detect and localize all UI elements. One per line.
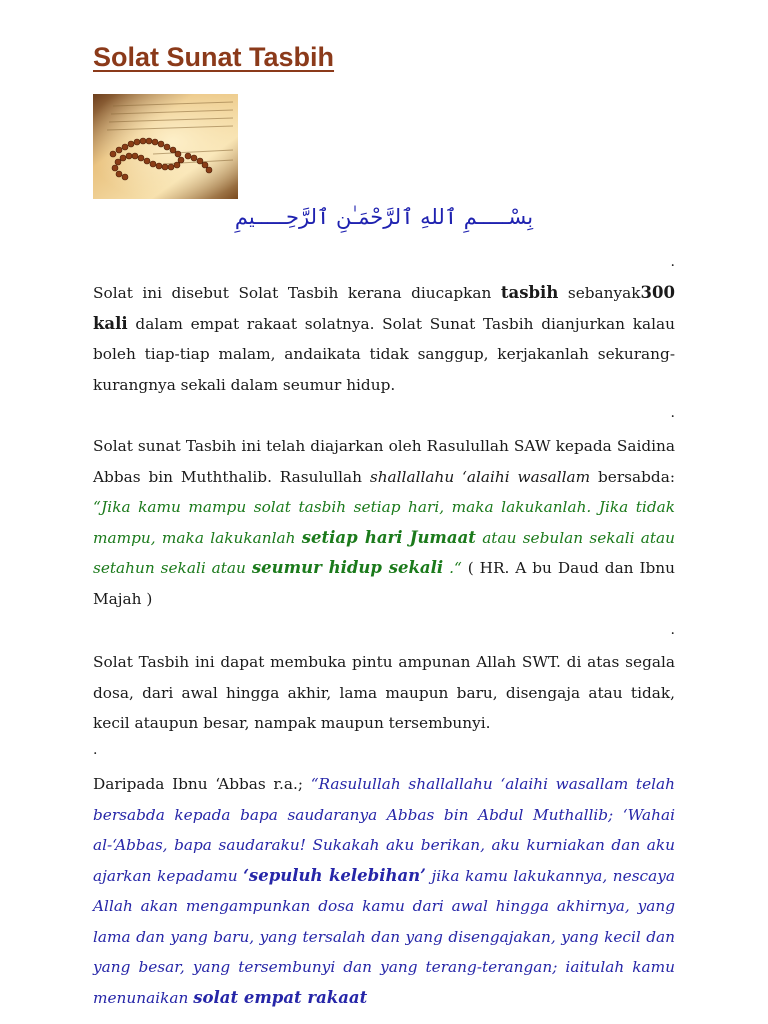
separator-dot: .	[670, 622, 675, 638]
paragraph-forgiveness: Solat Tasbih ini dapat membuka pintu ampunan Allah SWT. di atas segala dosa, dari awal hingga akhir, lama maupun baru, disengaja atau tidak, kecil ataupun besar, nampak maupun tersembunyi.	[93, 653, 675, 732]
paragraph-ibnu-abbas: Daripada Ibnu ‘Abbas r.a.; “Rasulullah shallallahu ‘alaihi wasallam telah bersabda kepada bapa saudaranya Abbas bin Abdul Muthallib; ‘Wahai al-‘Abbas, bapa saudaraku! Sukakah aku berikan, aku kurniakan dan aku ajarkan kepadamu ‘sepuluh kelebihan’ jika kamu lakukannya, nescaya Allah akan mengampunkan dosa kamu dari awal hingga akhirnya, yang lama dan yang baru, yang tersalah dan yang disengajakan, yang kecil dan yang besar, yang tersembunyi dan yang terang-terangan; iaitulah kamu menunaikan solat empat rakaat	[93, 775, 676, 1007]
prayer-beads-image	[93, 94, 238, 199]
page-title: Solat Sunat Tasbih	[93, 42, 335, 72]
separator-dot: .	[93, 742, 98, 758]
paragraph-hadith-abbas: Solat sunat Tasbih ini telah diajarkan oleh Rasulullah SAW kepada Saidina Abbas bin Muththalib. Rasulullah shallallahu ‘alaihi wasallam bersabda: “Jika kamu mampu solat tasbih setiap hari, maka lakukanlah. Jika tidak mampu, maka lakukanlah setiap hari Jumaat atau sebulan sekali atau setahun sekali atau seumur hidup sekali .“ ( HR. A bu Daud dan Ibnu Majah )	[93, 437, 676, 608]
bismillah-text: بِسْـــــمِ ٱللهِ ٱلرَّحْمَـٰنِ ٱلرَّحِـــــيمِ	[234, 205, 534, 229]
paragraph-intro: Solat ini disebut Solat Tasbih kerana diucapkan tasbih sebanyak300 kali dalam empat rakaat solatnya. Solat Sunat Tasbih dianjurkan kalau boleh tiap-tiap malam, andaikata tidak sanggup, kerjakanlah sekurang-kurangnya sekali dalam seumur hidup.	[93, 283, 675, 394]
prayer-beads-illustration	[93, 94, 238, 199]
separator-dot: .	[670, 254, 675, 270]
separator-dot: .	[670, 405, 675, 421]
